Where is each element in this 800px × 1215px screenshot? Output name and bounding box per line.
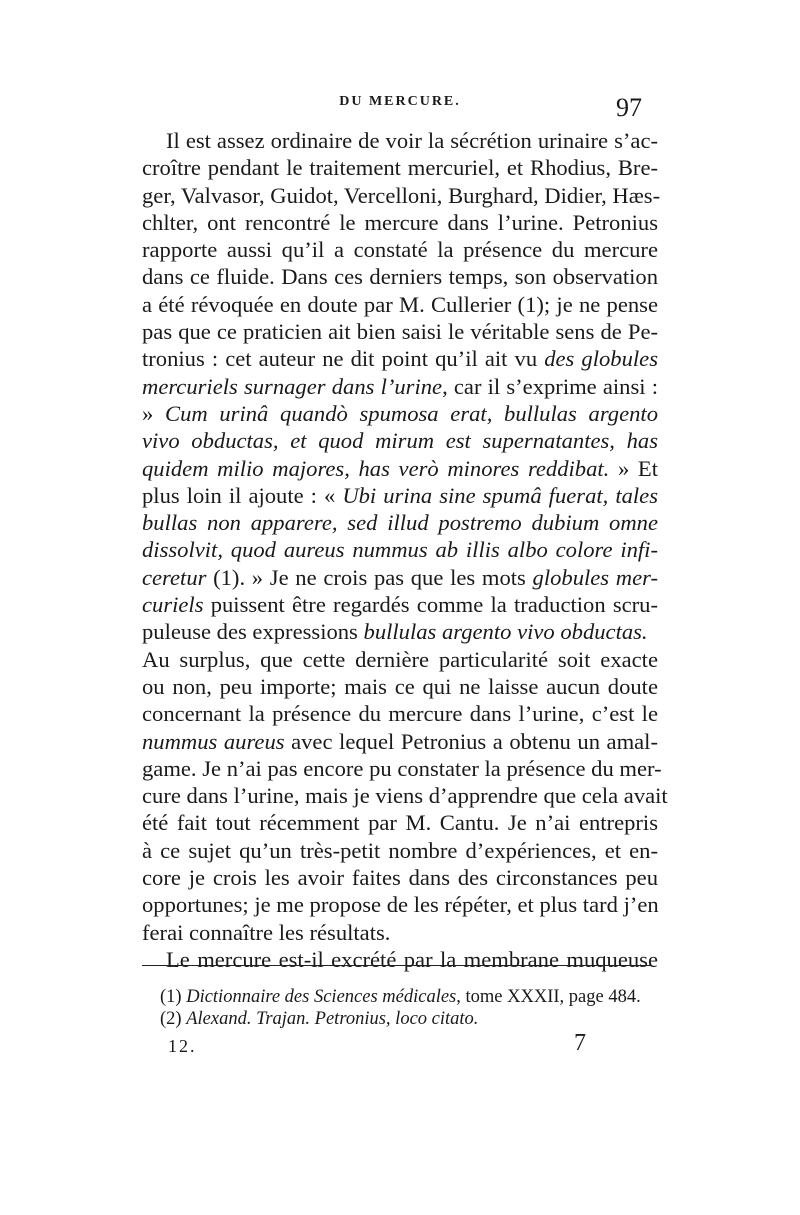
text-line <box>142 400 658 427</box>
text-segment: été fait tout récemment par M. Cantu. Je n’ai entrepris <box>142 810 658 836</box>
italic-text: des globules <box>544 346 658 372</box>
italic-text: curiels <box>142 592 204 618</box>
footnote <box>160 986 660 1008</box>
sheet-number: 7 <box>574 1030 586 1056</box>
body-text <box>142 127 668 973</box>
italic-text: Ubi urina sine spumâ fuerat, tales <box>342 482 658 508</box>
text-line <box>142 564 658 591</box>
text-segment: , tome XXXII, page 484. <box>456 987 641 1007</box>
text-segment: (1). » Je ne crois pas que les mots <box>206 564 533 590</box>
italic-text: vivo obductas, et quod mirum est supernatantes, has <box>142 428 658 454</box>
italic-text: mercuriels surnager dans l’urine <box>142 373 443 399</box>
text-line <box>142 318 658 345</box>
text-segment: tronius : cet auteur ne dit point qu’il ait vu <box>142 346 545 372</box>
text-segment: ger, Valvasor, Guidot, Vercelloni, Burghard, Didier, Hæs- <box>142 182 661 208</box>
italic-text: ceretur <box>142 564 207 590</box>
text-line <box>142 509 658 536</box>
text-line <box>142 536 658 563</box>
text-segment: ou non, peu importe; mais ce qui ne laisse aucun doute <box>142 673 658 699</box>
text-line <box>142 646 658 673</box>
text-segment: avec lequel Petronius a obtenu un amal- <box>284 728 658 754</box>
text-line <box>142 728 658 755</box>
text-line <box>142 263 658 290</box>
text-line <box>142 427 658 454</box>
text-line <box>142 919 658 946</box>
text-line <box>142 182 661 209</box>
footnote-rule <box>142 965 652 966</box>
text-segment: , car il s’exprime ainsi : <box>442 373 658 399</box>
italic-text: bullulas argento vivo obductas. <box>363 619 648 645</box>
italic-text: Alexand. Trajan. Petronius, loco citato. <box>186 1009 479 1029</box>
text-line <box>142 837 658 864</box>
text-segment: chlter, ont rencontré le mercure dans l’urine. Petronius <box>142 209 658 235</box>
text-segment: Il est assez ordinaire de voir la sécrétion urinaire s’ac- <box>166 128 658 153</box>
text-segment: plus loin il ajoute : « <box>142 482 343 508</box>
text-line <box>142 291 658 318</box>
text-segment: puleuse des expressions <box>142 619 364 645</box>
signature-mark: 12. <box>168 1036 197 1056</box>
text-segment: rapporte aussi qu’il a constaté la présence du mercure <box>142 237 658 263</box>
italic-text: Dictionnaire des Sciences médicales <box>186 987 457 1007</box>
text-line <box>142 455 658 482</box>
text-segment: opportunes; je me propose de les répéter, et plus tard j’en <box>142 892 659 918</box>
italic-text: nummus aureus <box>142 728 285 754</box>
text-segment: croître pendant le traitement mercuriel, et Rhodius, Bre- <box>142 155 658 181</box>
footnotes <box>160 986 660 1030</box>
page-number: 97 <box>616 93 642 122</box>
italic-text: Cum urinâ quandò spumosa erat, bullulas argento <box>165 400 658 426</box>
text-line <box>142 809 658 836</box>
text-segment: Le mercure est-il excrété par la membrane muqueuse <box>166 946 658 972</box>
header-title: DU MERCURE. <box>339 94 461 109</box>
text-line <box>142 127 658 154</box>
text-segment: game. Je n’ai pas encore pu constater la présence du mer- <box>142 755 662 781</box>
text-line <box>142 700 658 727</box>
text-segment: a été révoquée en doute par M. Cullerier (1); je ne pense <box>142 291 658 317</box>
text-line <box>142 591 658 618</box>
text-line <box>142 482 658 509</box>
text-segment: à ce sujet qu’un très-petit nombre d’expériences, et en- <box>142 837 658 863</box>
text-segment: puissent être regardés comme la traduction scru- <box>203 592 658 618</box>
text-line <box>142 345 658 372</box>
italic-text: quidem milio majores, has verò minores reddibat. <box>142 455 610 481</box>
text-line <box>142 236 658 263</box>
text-line <box>142 373 658 400</box>
text-segment: (2) <box>160 1009 187 1029</box>
text-line <box>142 782 668 809</box>
text-segment: » Et <box>609 455 658 481</box>
text-segment: dans ce fluide. Dans ces derniers temps, son observation <box>142 264 658 290</box>
text-line <box>142 891 658 918</box>
text-segment: ferai connaître les résultats. <box>142 919 391 945</box>
text-line <box>142 673 658 700</box>
text-segment: (1) <box>160 987 187 1007</box>
text-line <box>142 618 658 645</box>
text-segment: cure dans l’urine, mais je viens d’apprendre que cela avait <box>142 783 668 809</box>
italic-text: bullas non apparere, sed illud postremo dubium omne <box>142 510 658 536</box>
text-segment: pas que ce praticien ait bien saisi le véritable sens de Pe- <box>142 319 658 345</box>
italic-text: globules mer- <box>532 564 659 590</box>
text-segment: core je crois les avoir faites dans des circonstances peu <box>142 865 658 891</box>
section-heading-line <box>142 946 658 973</box>
footnote <box>160 1008 660 1030</box>
text-segment: » <box>142 400 165 426</box>
text-line <box>142 209 658 236</box>
text-line <box>142 864 658 891</box>
text-line <box>142 755 662 782</box>
text-line <box>142 154 658 181</box>
text-segment: Au surplus, que cette dernière particularité soit exacte <box>142 646 658 672</box>
text-segment: concernant la présence du mercure dans l’urine, c’est le <box>142 701 658 727</box>
italic-text: dissolvit, quod aureus nummus ab illis albo colore infi- <box>142 537 658 563</box>
